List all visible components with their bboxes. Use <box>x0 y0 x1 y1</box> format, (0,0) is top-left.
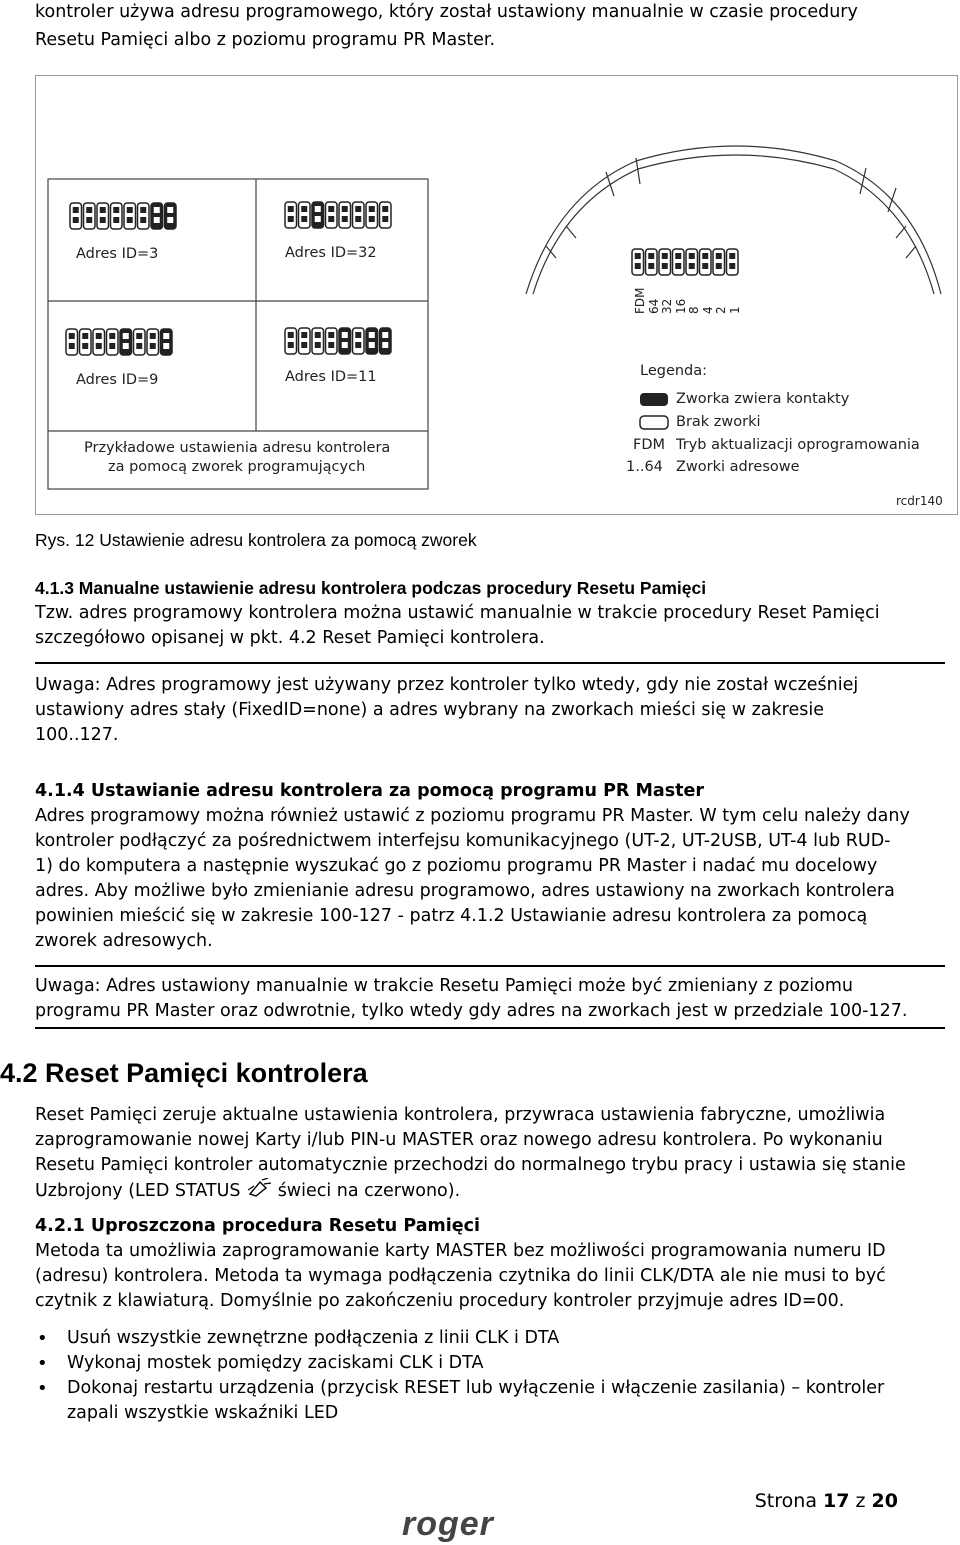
jumper-pin <box>301 332 307 338</box>
page-current: 17 <box>823 1490 850 1512</box>
jumper-open <box>326 202 338 228</box>
jumper-open <box>686 249 698 275</box>
jumper-open <box>646 249 658 275</box>
jumper-pin <box>648 253 654 259</box>
jumper-pin <box>82 333 88 339</box>
jumper-pin <box>109 333 115 339</box>
pin-label-32: 32 <box>660 298 674 314</box>
note1-line-3: 100..127. <box>35 725 119 745</box>
intro-line-1: kontroler używa adresu programowego, który został ustawiony manualnie w czasie procedury <box>35 2 858 22</box>
jumper-closed <box>151 203 163 229</box>
jumper-pin <box>315 342 321 348</box>
note-rule-top <box>35 662 945 664</box>
jumper-open <box>134 329 146 355</box>
device-jumper-row <box>632 249 738 275</box>
jumper-pin <box>150 333 156 339</box>
jumper-pin <box>136 343 142 349</box>
jumper-pin <box>315 206 321 212</box>
jumper-open <box>632 249 644 275</box>
pin-label-64: 64 <box>646 298 661 314</box>
heading-4-1-3: 4.1.3 Manualne ustawienie adresu kontrolera podczas procedury Resetu Pamięci <box>35 578 707 598</box>
jumper-pin <box>342 206 348 212</box>
jumper-open <box>713 249 725 275</box>
roger-logo: roger <box>402 1505 494 1543</box>
jumper-pin <box>163 333 169 339</box>
figure-code: rcdr140 <box>896 494 943 508</box>
heading-4-2-1: 4.2.1 Uproszczona procedura Resetu Pamięci <box>35 1216 480 1236</box>
s421-line-1: Metoda ta umożliwia zaprogramowanie karty MASTER bez możliwości programowania numeru ID <box>35 1241 886 1261</box>
s414-line-2: kontroler podłączyć za pośrednictwem interfejsu komunikacyjnego (UT-2, UT-2USB, UT-4 lub RUD- <box>35 831 891 851</box>
jumper-pin <box>109 343 115 349</box>
note2-rule-bottom <box>35 1027 945 1029</box>
jumper-pin <box>716 253 722 259</box>
bullet-item-3-line-2: zapali wszystkie wskaźniki LED <box>67 1403 339 1423</box>
jumper-open <box>727 249 739 275</box>
jumper-open <box>80 329 92 355</box>
jumper-pin <box>355 206 361 212</box>
examples-caption-2: za pomocą zworek programujących <box>108 459 366 475</box>
jumper-open <box>285 202 297 228</box>
jumper-open <box>326 328 338 354</box>
jumper-open <box>138 203 150 229</box>
jumper-pin <box>355 342 361 348</box>
note2-rule-top <box>35 965 945 967</box>
jumper-closed <box>380 328 392 354</box>
jumper-pin <box>635 253 641 259</box>
bullet-item-1: • Usuń wszystkie zewnętrzne podłączenia z linii CLK i DTA <box>35 1326 935 1351</box>
jumper-pin <box>86 207 92 213</box>
jumper-pin <box>328 206 334 212</box>
heading-4-2: 4.2 Reset Pamięci kontrolera <box>0 1058 368 1088</box>
jumper-pin <box>342 342 348 348</box>
s42-line-2: zaprogramowanie nowej Karty i/lub PIN-u MASTER oraz nowego adresu kontrolera. Po wykonaniu <box>35 1130 883 1150</box>
jumper-pin <box>288 332 294 338</box>
status-led-icon <box>246 1178 272 1198</box>
page-sep: z <box>855 1490 866 1512</box>
s42-line-4b: świeci na czerwono). <box>277 1181 461 1201</box>
jumper-closed <box>366 328 378 354</box>
legend-text-closed: Zworka zwiera kontakty <box>676 391 850 407</box>
jumper-open <box>97 203 109 229</box>
jumper-pin <box>328 332 334 338</box>
jumper-pin <box>154 217 160 223</box>
jumper-open <box>66 329 78 355</box>
jumper-pin <box>689 253 695 259</box>
jumper-pin <box>301 206 307 212</box>
jumper-closed <box>120 329 132 355</box>
jumper-pin <box>167 207 173 213</box>
pin-label-4: 4 <box>700 306 715 314</box>
jumper-closed <box>312 202 324 228</box>
legend-title: Legenda: <box>640 363 708 379</box>
jumper-pin <box>369 332 375 338</box>
jumper-pin <box>167 217 173 223</box>
jumper-open <box>700 249 712 275</box>
jumper-pin <box>382 332 388 338</box>
page-prefix: Strona <box>754 1490 817 1512</box>
jumper-pin <box>113 217 119 223</box>
legend-key-address: 1..64 <box>626 459 663 475</box>
jumper-row-id-3 <box>70 203 176 229</box>
jumper-row-id-9 <box>66 329 172 355</box>
jumper-open <box>380 202 392 228</box>
jumper-open <box>312 328 324 354</box>
bullet-item-3-line-1: Dokonaj restartu urządzenia (przycisk RESET lub wyłączenie i włączenie zasilania) – kontroler <box>67 1378 885 1398</box>
jumper-pin <box>163 343 169 349</box>
jumper-pin <box>355 332 361 338</box>
jumper-pin <box>702 263 708 269</box>
jumper-closed <box>161 329 173 355</box>
jumper-pin <box>729 253 735 259</box>
jumper-open <box>147 329 159 355</box>
jumper-pin <box>150 343 156 349</box>
jumper-pin <box>729 263 735 269</box>
s421-line-2: (adresu) kontrolera. Metoda ta wymaga podłączenia czytnika do linii CLK/DTA ale nie musi to być <box>35 1266 886 1286</box>
jumper-pin <box>382 216 388 222</box>
jumper-open <box>285 328 297 354</box>
s413-line-2: szczegółowo opisanej w pkt. 4.2 Reset Pamięci kontrolera. <box>35 628 545 648</box>
example-label-id9: Adres ID=9 <box>76 372 159 388</box>
jumper-pin <box>635 263 641 269</box>
jumper-row-id-11 <box>285 328 391 354</box>
jumper-pin <box>140 207 146 213</box>
bullet-item-2: • Wykonaj mostek pomiędzy zaciskami CLK i DTA <box>35 1351 935 1376</box>
jumper-pin <box>86 217 92 223</box>
jumper-pin <box>127 207 133 213</box>
jumper-open <box>84 203 96 229</box>
jumper-open <box>366 202 378 228</box>
jumper-pin <box>140 217 146 223</box>
examples-caption-1: Przykładowe ustawienia adresu kontrolera <box>84 440 391 456</box>
example-label-id3: Adres ID=3 <box>76 246 159 262</box>
jumper-pin <box>288 216 294 222</box>
jumper-pin <box>69 343 75 349</box>
jumper-pin <box>100 207 106 213</box>
procedure-bullet-list <box>35 1326 935 1426</box>
legend-key-fdm: FDM <box>633 437 666 453</box>
jumper-open <box>124 203 136 229</box>
s42-line-3: Resetu Pamięci kontroler automatycznie przechodzi do normalnego trybu pracy i ustawia się stanie <box>35 1155 906 1175</box>
jumper-open <box>299 202 311 228</box>
jumper-pin <box>648 263 654 269</box>
page-number <box>755 1490 898 1512</box>
jumper-pin <box>342 332 348 338</box>
pin-label-fdm: FDM <box>633 287 647 314</box>
jumper-pin <box>355 216 361 222</box>
s414-line-5: powinien mieścić się w zakresie 100-127 - patrz 4.1.2 Ustawianie adresu kontrolera za pomocą <box>35 906 868 926</box>
jumper-pin <box>382 342 388 348</box>
jumper-pin <box>123 333 129 339</box>
jumper-pin <box>369 342 375 348</box>
s414-line-3: 1) do komputera a następnie wyszukać go z poziomu programu PR Master i nadać mu docelowy <box>35 856 878 876</box>
pin-label-2: 2 <box>714 306 728 314</box>
jumper-pin <box>315 216 321 222</box>
jumper-pin <box>123 343 129 349</box>
jumper-open <box>111 203 123 229</box>
jumper-pin <box>716 263 722 269</box>
jumper-pin <box>342 216 348 222</box>
jumper-open <box>339 202 351 228</box>
bullet-item-3 <box>35 1376 935 1426</box>
jumper-pin <box>382 206 388 212</box>
intro-line-2: Resetu Pamięci albo z poziomu programu PR Master. <box>35 30 496 50</box>
jumper-pin <box>69 333 75 339</box>
jumper-closed <box>165 203 177 229</box>
jumper-open <box>353 328 365 354</box>
legend-text-address: Zworki adresowe <box>676 459 800 475</box>
jumper-closed-symbol <box>640 393 668 406</box>
pin-label-1: 1 <box>727 306 742 314</box>
jumper-pin <box>369 216 375 222</box>
jumper-pin <box>127 217 133 223</box>
s414-line-1: Adres programowy można również ustawić z poziomu programu PR Master. W tym celu należy dany <box>35 806 910 826</box>
jumper-pin <box>675 253 681 259</box>
note1-line-1: Uwaga: Adres programowy jest używany przez kontroler tylko wtedy, gdy nie został wcześniej <box>35 675 859 695</box>
s413-line-1: Tzw. adres programowy kontrolera można ustawić manualnie w trakcie procedury Reset Pamięci <box>35 603 880 623</box>
jumper-open <box>353 202 365 228</box>
example-label-id11: Adres ID=11 <box>285 369 377 385</box>
jumper-pin <box>689 263 695 269</box>
jumper-open-symbol <box>640 416 668 429</box>
page-total: 20 <box>871 1490 898 1512</box>
s42-line-1: Reset Pamięci zeruje aktualne ustawienia kontrolera, przywraca ustawienia fabryczne, umożliwia <box>35 1105 886 1125</box>
example-label-id32: Adres ID=32 <box>285 245 377 261</box>
jumper-pin <box>82 343 88 349</box>
jumper-pin <box>113 207 119 213</box>
jumper-closed <box>339 328 351 354</box>
jumper-pin <box>73 207 79 213</box>
jumper-pin <box>154 207 160 213</box>
jumper-pin <box>328 216 334 222</box>
note1-line-2: ustawiony adres stały (FixedID=none) a adres wybrany na zworkach mieści się w zakresie <box>35 700 824 720</box>
s421-line-3: czytnik z klawiaturą. Domyślnie po zakończeniu procedury kontroler przyjmuje adres ID=00. <box>35 1291 845 1311</box>
jumper-pin <box>328 342 334 348</box>
jumper-open <box>70 203 82 229</box>
jumper-pin <box>288 342 294 348</box>
jumper-pin <box>702 253 708 259</box>
jumper-figure <box>35 75 958 515</box>
jumper-row-id-32 <box>285 202 391 228</box>
pin-label-8: 8 <box>687 306 701 314</box>
jumper-pin <box>675 263 681 269</box>
note2-line-1: Uwaga: Adres ustawiony manualnie w trakcie Resetu Pamięci może być zmieniany z poziomu <box>35 976 853 996</box>
jumper-pin <box>96 343 102 349</box>
jumper-pin <box>96 333 102 339</box>
s414-line-4: adres. Aby możliwe było zmienianie adresu programowo, adres ustawiony na zworkach kontrolera <box>35 881 895 901</box>
jumper-open <box>93 329 105 355</box>
s42-line-4 <box>35 1178 460 1204</box>
jumper-pin <box>73 217 79 223</box>
jumper-open <box>107 329 119 355</box>
heading-4-1-4: 4.1.4 Ustawianie adresu kontrolera za pomocą programu PR Master <box>35 781 704 801</box>
jumper-pin <box>100 217 106 223</box>
legend-text-open: Brak zworki <box>676 414 761 430</box>
jumper-pin <box>315 332 321 338</box>
jumper-pin <box>301 342 307 348</box>
jumper-pin <box>136 333 142 339</box>
s414-line-6: zworek adresowych. <box>35 931 213 951</box>
jumper-pin <box>662 253 668 259</box>
jumper-open <box>659 249 671 275</box>
jumper-pin <box>662 263 668 269</box>
jumper-open <box>673 249 685 275</box>
s42-line-4a: Uzbrojony (LED STATUS <box>35 1181 241 1201</box>
pin-label-16: 16 <box>673 298 688 314</box>
legend-text-fdm: Tryb aktualizacji oprogramowania <box>676 437 920 453</box>
jumper-pin <box>301 216 307 222</box>
jumper-pin <box>288 206 294 212</box>
note2-line-2: programu PR Master oraz odwrotnie, tylko wtedy gdy adres na zworkach jest w przedziale 100-127. <box>35 1001 908 1021</box>
jumper-pin <box>369 206 375 212</box>
jumper-open <box>299 328 311 354</box>
figure-caption: Rys. 12 Ustawienie adresu kontrolera za pomocą zworek <box>35 530 477 550</box>
